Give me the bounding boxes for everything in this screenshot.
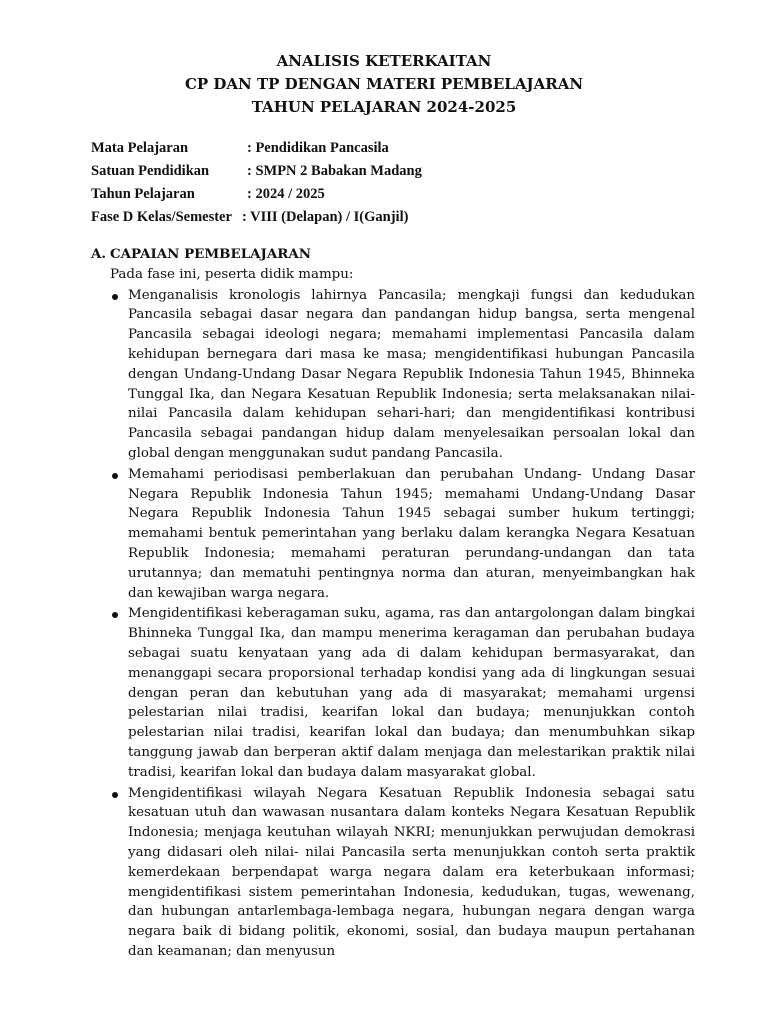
info-row-subject — [91, 137, 422, 160]
info-value: : VIII (Delapan) / I(Ganjil) — [241, 209, 409, 225]
title-line-3: TAHUN PELAJARAN 2024-2025 — [251, 98, 517, 116]
info-row-year — [91, 183, 422, 206]
info-value: : Pendidikan Pancasila — [247, 140, 389, 156]
bullet-icon — [112, 294, 118, 300]
info-label: Fase D Kelas/Semester — [91, 209, 232, 225]
document-title — [0, 50, 768, 119]
list-item-text: Memahami periodisasi pemberlakuan dan perubahan Undang- Undang Dasar Negara Republik Indonesia Tahun 1945; memahami Undang-Undang Dasar Negara Republik Indonesia Tahun 1945 sebagai sumber hukum tertinggi; memahami bentuk pemerintahan yang berlaku dalam kerangka Negara Kesatuan Republik Indonesia; memahami peraturan perundang-undangan dan tata urutannya; dan mematuhi pentingnya norma dan aturan, menyeimbangkan hak dan kewajiban warga negara. — [128, 466, 695, 601]
list-item-text: Mengidentifikasi wilayah Negara Kesatuan Republik Indonesia sebagai satu kesatuan utuh dan wawasan nusantara dalam konteks Negara Kesatuan Republik Indonesia; menjaga keutuhan wilayah NKRI; menunjukkan perwujudan demokrasi yang didasari oleh nilai- nilai Pancasila serta menunjukkan contoh serta praktik kemerdekaan berpendapat warga negara dalam era keterbukaan informasi; mengidentifikasi sistem pemerintahan Indonesia, kedudukan, tugas, wewenang, dan hubungan antarlembaga-lembaga negara, hubungan negara dengan warga negara baik di bidang politik, ekonomi, sosial, dan budaya maupun pertahanan dan keamanan; dan menyusun — [128, 785, 695, 959]
info-label: Mata Pelajaran — [91, 140, 189, 156]
list-item-text: Menganalisis kronologis lahirnya Pancasila; mengkaji fungsi dan kedudukan Pancasila sebagai dasar negara dan pandangan hidup bangsa, serta mengenal Pancasila sebagai ideologi negara; memahami implementasi Pancasila dalam kehidupan bernegara dari masa ke masa; mengidentifikasi hubungan Pancasila dengan Undang-Undang Dasar Negara Republik Indonesia Tahun 1945, Bhinneka Tunggal Ika, dan Negara Kesatuan Republik Indonesia; serta melaksanakan nilai- nilai Pancasila dalam kehidupan sehari-hari; dan mengidentifikasi kontribusi Pancasila sebagai pandangan hidup dalam menyelesaikan persoalan lokal dan global dengan menggunakan sudut pandang Pancasila. — [128, 287, 695, 461]
info-value: : SMPN 2 Babakan Madang — [247, 163, 422, 179]
list-item-text: Mengidentifikasi keberagaman suku, agama, ras dan antargolongan dalam bingkai Bhinneka Tunggal Ika, dan mampu menerima keragaman dan perubahan budaya sebagai suatu kenyataan yang ada di dalam kehidupan bermasyarakat, dan menanggapi secara proporsional terhadap kondisi yang ada di lingkungan sesuai dengan peran dan kebutuhan yang ada di masyarakat; memahami urgensi pelestarian nilai tradisi, kearifan lokal dan budaya; menunjukkan contoh pelestarian nilai tradisi, kearifan lokal dan budaya; dan menumbuhkan sikap tanggung jawab dan berperan aktif dalam menjaga dan melestarikan praktik nilai tradisi, kearifan lokal dan budaya dalam masyarakat global. — [128, 606, 695, 780]
bullet-icon — [112, 612, 118, 618]
section-letter: A. — [91, 246, 107, 262]
info-row-phase — [91, 206, 422, 229]
cp-list — [91, 286, 695, 962]
document-info — [91, 137, 422, 229]
title-line-2: CP DAN TP DENGAN MATERI PEMBELAJARAN — [184, 75, 584, 93]
list-item — [91, 286, 695, 464]
info-value: : 2024 / 2025 — [247, 186, 325, 202]
list-item — [91, 604, 695, 782]
title-line-1: ANALISIS KETERKAITAN — [276, 52, 492, 70]
list-item — [91, 465, 695, 604]
bullet-icon — [112, 473, 118, 479]
section-capaian-pembelajaran — [91, 245, 695, 962]
section-intro: Pada fase ini, peserta didik mampu: — [110, 266, 354, 282]
info-label: Tahun Pelajaran — [91, 186, 195, 202]
bullet-icon — [112, 792, 118, 798]
section-title: CAPAIAN PEMBELAJARAN — [110, 246, 311, 262]
list-item — [91, 784, 695, 962]
info-row-school — [91, 160, 422, 183]
info-label: Satuan Pendidikan — [91, 163, 210, 179]
section-heading — [91, 245, 695, 265]
